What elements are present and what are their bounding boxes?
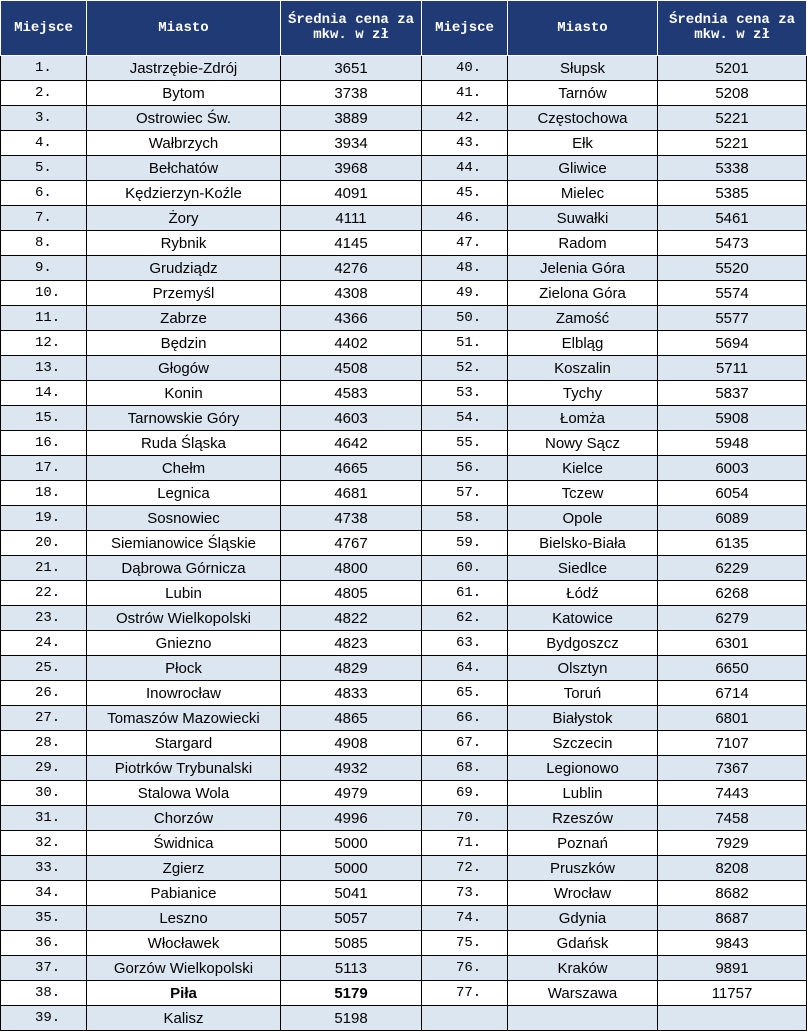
rank-cell: 58. (422, 506, 508, 531)
city-cell: Grudziądz (87, 256, 281, 281)
price-cell: 5574 (658, 281, 807, 306)
rank-cell: 64. (422, 656, 508, 681)
city-cell: Ostrowiec Św. (87, 106, 281, 131)
price-cell: 11757 (658, 981, 807, 1006)
table-row (1, 706, 807, 731)
price-cell: 5085 (281, 931, 422, 956)
city-cell: Bełchatów (87, 156, 281, 181)
rank-cell: 77. (422, 981, 508, 1006)
rank-cell: 68. (422, 756, 508, 781)
rank-cell: 16. (1, 431, 87, 456)
rank-cell: 20. (1, 531, 87, 556)
price-cell: 3651 (281, 56, 422, 81)
price-cell: 4800 (281, 556, 422, 581)
price-cell: 8682 (658, 881, 807, 906)
table-row (1, 381, 807, 406)
rank-cell: 7. (1, 206, 87, 231)
city-cell: Świdnica (87, 831, 281, 856)
table-row (1, 156, 807, 181)
table-row (1, 131, 807, 156)
price-cell: 5057 (281, 906, 422, 931)
city-cell: Głogów (87, 356, 281, 381)
rank-cell: 21. (1, 556, 87, 581)
rank-cell: 45. (422, 181, 508, 206)
city-cell: Bielsko-Biała (508, 531, 658, 556)
price-cell: 4276 (281, 256, 422, 281)
price-cell: 3968 (281, 156, 422, 181)
rank-cell: 22. (1, 581, 87, 606)
rank-cell: 4. (1, 131, 87, 156)
header-rank-left: Miejsce (1, 1, 87, 56)
price-cell: 9891 (658, 956, 807, 981)
rank-cell: 1. (1, 56, 87, 81)
table-row (1, 781, 807, 806)
table-row (1, 406, 807, 431)
rank-cell: 36. (1, 931, 87, 956)
rank-cell: 66. (422, 706, 508, 731)
rank-cell: 57. (422, 481, 508, 506)
rank-cell: 39. (1, 1006, 87, 1031)
rank-cell: 42. (422, 106, 508, 131)
price-cell: 5338 (658, 156, 807, 181)
table-row (1, 906, 807, 931)
price-cell: 7443 (658, 781, 807, 806)
price-cell: 7107 (658, 731, 807, 756)
city-cell: Gliwice (508, 156, 658, 181)
price-cell: 4865 (281, 706, 422, 731)
price-cell: 5694 (658, 331, 807, 356)
price-cell: 3889 (281, 106, 422, 131)
city-cell: Łódź (508, 581, 658, 606)
price-cell: 5385 (658, 181, 807, 206)
city-cell: Legionowo (508, 756, 658, 781)
table-row (1, 81, 807, 106)
price-cell: 4642 (281, 431, 422, 456)
city-cell: Gdynia (508, 906, 658, 931)
table-row (1, 1006, 807, 1031)
rank-cell: 31. (1, 806, 87, 831)
price-cell: 5948 (658, 431, 807, 456)
city-cell: Sosnowiec (87, 506, 281, 531)
rank-cell: 49. (422, 281, 508, 306)
rank-cell: 27. (1, 706, 87, 731)
rank-cell: 50. (422, 306, 508, 331)
table-row (1, 106, 807, 131)
city-cell: Gorzów Wielkopolski (87, 956, 281, 981)
city-cell: Poznań (508, 831, 658, 856)
city-cell: Siedlce (508, 556, 658, 581)
city-cell: Ostrów Wielkopolski (87, 606, 281, 631)
rank-cell: 34. (1, 881, 87, 906)
rank-cell: 60. (422, 556, 508, 581)
city-cell: Będzin (87, 331, 281, 356)
price-cell: 3934 (281, 131, 422, 156)
header-price-left: Średnia cena za mkw. w zł (281, 1, 422, 56)
price-cell: 4996 (281, 806, 422, 831)
rank-cell: 9. (1, 256, 87, 281)
rank-cell: 43. (422, 131, 508, 156)
table-row (1, 981, 807, 1006)
table-row (1, 581, 807, 606)
city-cell: Bytom (87, 81, 281, 106)
rank-cell: 73. (422, 881, 508, 906)
rank-cell: 17. (1, 456, 87, 481)
rank-cell: 61. (422, 581, 508, 606)
rank-cell: 44. (422, 156, 508, 181)
city-cell: Ruda Śląska (87, 431, 281, 456)
city-cell: Jelenia Góra (508, 256, 658, 281)
city-cell: Tarnowskie Góry (87, 406, 281, 431)
price-cell: 5711 (658, 356, 807, 381)
price-cell: 5000 (281, 856, 422, 881)
city-cell: Suwałki (508, 206, 658, 231)
city-cell: Katowice (508, 606, 658, 631)
rank-cell: 38. (1, 981, 87, 1006)
rank-cell: 72. (422, 856, 508, 881)
city-cell: Tychy (508, 381, 658, 406)
price-cell: 5461 (658, 206, 807, 231)
table-row (1, 631, 807, 656)
city-cell: Legnica (87, 481, 281, 506)
city-cell: Płock (87, 656, 281, 681)
rank-cell: 54. (422, 406, 508, 431)
rank-cell: 25. (1, 656, 87, 681)
table-row (1, 731, 807, 756)
city-cell: Radom (508, 231, 658, 256)
rank-cell: 32. (1, 831, 87, 856)
rank-cell: 5. (1, 156, 87, 181)
price-cell (658, 1006, 807, 1031)
price-cell: 7458 (658, 806, 807, 831)
rank-cell: 55. (422, 431, 508, 456)
price-cell: 4665 (281, 456, 422, 481)
price-cell: 4805 (281, 581, 422, 606)
rank-cell: 76. (422, 956, 508, 981)
city-cell: Częstochowa (508, 106, 658, 131)
city-cell: Pruszków (508, 856, 658, 881)
city-cell: Lublin (508, 781, 658, 806)
price-cell: 4829 (281, 656, 422, 681)
city-cell: Zielona Góra (508, 281, 658, 306)
table-row (1, 356, 807, 381)
price-cell: 5113 (281, 956, 422, 981)
rank-cell: 59. (422, 531, 508, 556)
price-cell: 4908 (281, 731, 422, 756)
table-row (1, 56, 807, 81)
price-cell: 4932 (281, 756, 422, 781)
price-cell: 6301 (658, 631, 807, 656)
price-cell: 4402 (281, 331, 422, 356)
city-cell: Dąbrowa Górnicza (87, 556, 281, 581)
table-row (1, 656, 807, 681)
rank-cell: 56. (422, 456, 508, 481)
price-cell: 5198 (281, 1006, 422, 1031)
rank-cell: 12. (1, 331, 87, 356)
price-cell: 6003 (658, 456, 807, 481)
rank-cell: 40. (422, 56, 508, 81)
rank-cell: 18. (1, 481, 87, 506)
price-cell: 8687 (658, 906, 807, 931)
city-cell: Bydgoszcz (508, 631, 658, 656)
price-cell: 4603 (281, 406, 422, 431)
table-row (1, 956, 807, 981)
rank-cell: 14. (1, 381, 87, 406)
rank-cell: 67. (422, 731, 508, 756)
table-row (1, 556, 807, 581)
table-row (1, 531, 807, 556)
price-cell: 4822 (281, 606, 422, 631)
city-cell: Siemianowice Śląskie (87, 531, 281, 556)
city-cell: Ełk (508, 131, 658, 156)
table-row (1, 256, 807, 281)
table-row (1, 931, 807, 956)
price-cell: 4767 (281, 531, 422, 556)
header-city-left: Miasto (87, 1, 281, 56)
city-cell: Toruń (508, 681, 658, 706)
table-row (1, 506, 807, 531)
price-cell: 4145 (281, 231, 422, 256)
city-cell: Kalisz (87, 1006, 281, 1031)
rank-cell: 52. (422, 356, 508, 381)
price-cell: 5201 (658, 56, 807, 81)
rank-cell: 35. (1, 906, 87, 931)
rank-cell: 23. (1, 606, 87, 631)
city-cell: Leszno (87, 906, 281, 931)
city-cell: Tarnów (508, 81, 658, 106)
price-cell: 5520 (658, 256, 807, 281)
price-cell: 4738 (281, 506, 422, 531)
city-cell: Chełm (87, 456, 281, 481)
table-row (1, 231, 807, 256)
city-cell: Słupsk (508, 56, 658, 81)
city-cell: Zgierz (87, 856, 281, 881)
rank-cell: 15. (1, 406, 87, 431)
rank-cell: 48. (422, 256, 508, 281)
city-cell: Rzeszów (508, 806, 658, 831)
city-cell: Kraków (508, 956, 658, 981)
rank-cell: 71. (422, 831, 508, 856)
price-cell: 4583 (281, 381, 422, 406)
table-row (1, 431, 807, 456)
price-cell: 6650 (658, 656, 807, 681)
rank-cell: 19. (1, 506, 87, 531)
price-cell: 7929 (658, 831, 807, 856)
rank-cell: 30. (1, 781, 87, 806)
rank-cell: 41. (422, 81, 508, 106)
city-cell: Tomaszów Mazowiecki (87, 706, 281, 731)
header-row (1, 1, 807, 56)
city-cell: Pabianice (87, 881, 281, 906)
rank-cell: 46. (422, 206, 508, 231)
city-cell: Warszawa (508, 981, 658, 1006)
price-cell: 6089 (658, 506, 807, 531)
table-row (1, 456, 807, 481)
price-cell: 6279 (658, 606, 807, 631)
price-cell: 5041 (281, 881, 422, 906)
price-cell: 6229 (658, 556, 807, 581)
city-cell: Kielce (508, 456, 658, 481)
rank-cell: 69. (422, 781, 508, 806)
city-cell: Nowy Sącz (508, 431, 658, 456)
city-cell: Szczecin (508, 731, 658, 756)
city-cell: Zabrze (87, 306, 281, 331)
price-cell: 4366 (281, 306, 422, 331)
city-cell: Koszalin (508, 356, 658, 381)
price-cell: 6801 (658, 706, 807, 731)
table-row (1, 806, 807, 831)
city-cell: Piotrków Trybunalski (87, 756, 281, 781)
city-cell: Gniezno (87, 631, 281, 656)
price-cell: 5000 (281, 831, 422, 856)
price-cell: 5473 (658, 231, 807, 256)
price-cell: 6268 (658, 581, 807, 606)
city-cell: Jastrzębie-Zdrój (87, 56, 281, 81)
table-row (1, 856, 807, 881)
city-cell: Wrocław (508, 881, 658, 906)
table-row (1, 306, 807, 331)
city-cell: Stalowa Wola (87, 781, 281, 806)
rank-cell: 10. (1, 281, 87, 306)
city-cell: Łomża (508, 406, 658, 431)
rank-cell: 51. (422, 331, 508, 356)
rank-cell: 53. (422, 381, 508, 406)
rank-cell: 33. (1, 856, 87, 881)
city-cell: Kędzierzyn-Koźle (87, 181, 281, 206)
table-row (1, 206, 807, 231)
city-cell: Gdańsk (508, 931, 658, 956)
price-cell: 7367 (658, 756, 807, 781)
price-cell: 3738 (281, 81, 422, 106)
price-cell: 6135 (658, 531, 807, 556)
rank-cell: 29. (1, 756, 87, 781)
rank-cell: 13. (1, 356, 87, 381)
city-cell: Białystok (508, 706, 658, 731)
city-cell: Tczew (508, 481, 658, 506)
rank-cell: 70. (422, 806, 508, 831)
city-cell: Rybnik (87, 231, 281, 256)
rank-cell: 75. (422, 931, 508, 956)
price-cell: 6714 (658, 681, 807, 706)
table-row (1, 281, 807, 306)
price-cell: 5221 (658, 106, 807, 131)
header-price-right: Średnia cena za mkw. w zł (658, 1, 807, 56)
table-row (1, 831, 807, 856)
price-cell: 5208 (658, 81, 807, 106)
price-cell: 5837 (658, 381, 807, 406)
price-cell: 5908 (658, 406, 807, 431)
header-rank-right: Miejsce (422, 1, 508, 56)
table-body (1, 56, 807, 1031)
price-cell: 4091 (281, 181, 422, 206)
price-cell: 6054 (658, 481, 807, 506)
price-cell: 4308 (281, 281, 422, 306)
city-cell: Inowrocław (87, 681, 281, 706)
city-cell: Lubin (87, 581, 281, 606)
table-row (1, 681, 807, 706)
price-cell: 4508 (281, 356, 422, 381)
rank-cell: 63. (422, 631, 508, 656)
rank-cell: 26. (1, 681, 87, 706)
rank-cell: 62. (422, 606, 508, 631)
city-cell: Piła (87, 981, 281, 1006)
rank-cell: 2. (1, 81, 87, 106)
table-row (1, 181, 807, 206)
city-cell: Olsztyn (508, 656, 658, 681)
city-cell: Elbląg (508, 331, 658, 356)
rank-cell: 65. (422, 681, 508, 706)
rank-cell: 8. (1, 231, 87, 256)
header-city-right: Miasto (508, 1, 658, 56)
city-cell: Chorzów (87, 806, 281, 831)
table-row (1, 606, 807, 631)
rank-cell: 3. (1, 106, 87, 131)
city-cell: Włocławek (87, 931, 281, 956)
rank-cell: 11. (1, 306, 87, 331)
price-cell: 4979 (281, 781, 422, 806)
city-cell: Żory (87, 206, 281, 231)
rank-cell: 74. (422, 906, 508, 931)
table-row (1, 481, 807, 506)
table-row (1, 331, 807, 356)
city-cell: Zamość (508, 306, 658, 331)
price-cell: 4681 (281, 481, 422, 506)
city-cell: Stargard (87, 731, 281, 756)
city-cell: Przemyśl (87, 281, 281, 306)
price-cell: 9843 (658, 931, 807, 956)
rank-cell: 24. (1, 631, 87, 656)
price-cell: 4833 (281, 681, 422, 706)
table-row (1, 756, 807, 781)
rank-cell: 47. (422, 231, 508, 256)
city-cell: Mielec (508, 181, 658, 206)
table-row (1, 881, 807, 906)
price-cell: 8208 (658, 856, 807, 881)
city-cell: Wałbrzych (87, 131, 281, 156)
rank-cell: 6. (1, 181, 87, 206)
city-cell (508, 1006, 658, 1031)
rank-cell: 37. (1, 956, 87, 981)
price-cell: 5179 (281, 981, 422, 1006)
rank-cell: 28. (1, 731, 87, 756)
city-cell: Konin (87, 381, 281, 406)
price-cell: 4823 (281, 631, 422, 656)
city-cell: Opole (508, 506, 658, 531)
rank-cell (422, 1006, 508, 1031)
price-cell: 4111 (281, 206, 422, 231)
price-cell: 5221 (658, 131, 807, 156)
price-cell: 5577 (658, 306, 807, 331)
